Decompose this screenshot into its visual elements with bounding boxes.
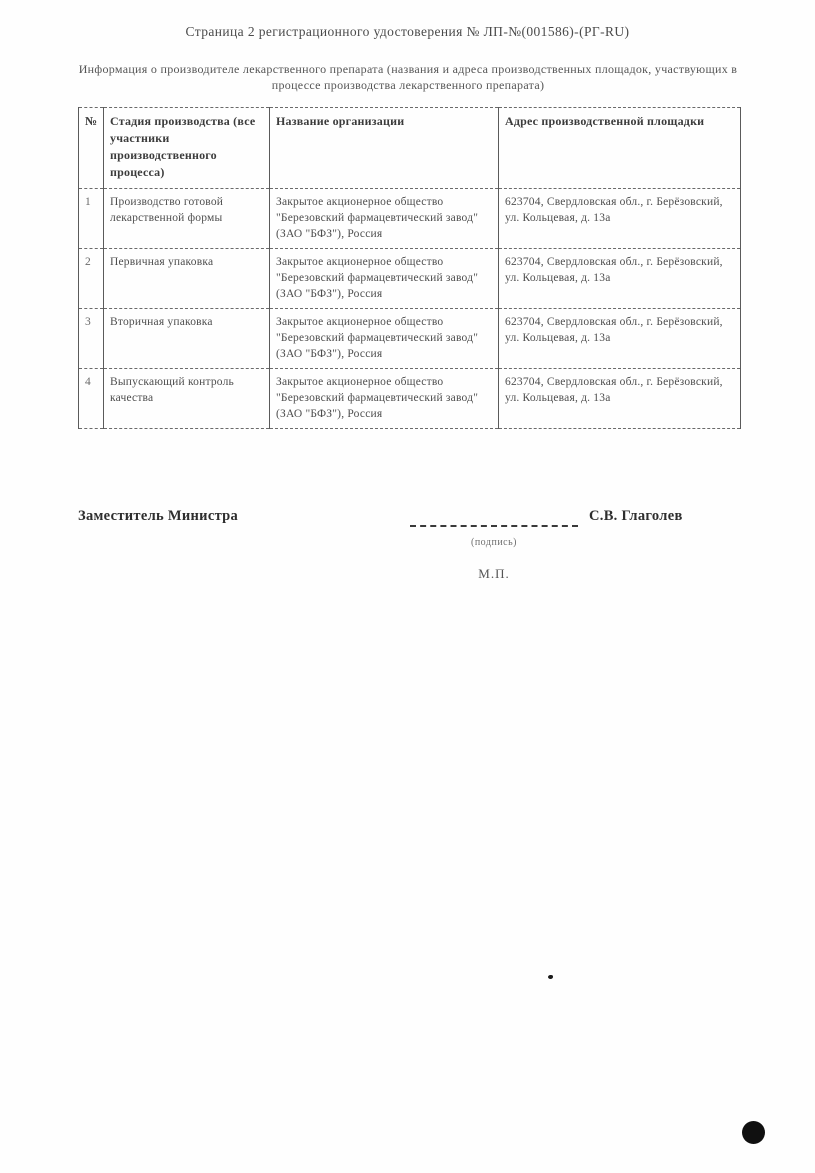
row-address: 623704, Свердловская обл., г. Берёзовский, ул. Кольцевая, д. 13а — [499, 369, 741, 429]
row-number: 2 — [79, 249, 104, 309]
page-subtitle: Информация о производителе лекарственного препарата (названия и адреса производственных площадок, участвующих в процессе производства лекарственного препарата) — [78, 62, 738, 92]
column-header-address: Адрес производственной площадки — [499, 108, 741, 189]
row-organization: Закрытое акционерное общество "Березовский фармацевтический завод" (ЗАО "БФЗ"), Россия — [270, 369, 499, 429]
row-address: 623704, Свердловская обл., г. Берёзовский, ул. Кольцевая, д. 13а — [499, 189, 741, 249]
seal-placeholder: М.П. — [478, 566, 510, 581]
column-header-organization: Название организации — [270, 108, 499, 189]
table-row — [79, 189, 741, 249]
table-row — [79, 309, 741, 369]
table-row — [79, 369, 741, 429]
row-organization: Закрытое акционерное общество "Березовский фармацевтический завод" (ЗАО "БФЗ"), Россия — [270, 309, 499, 369]
manufacturers-table — [78, 107, 741, 429]
row-stage: Вторичная упаковка — [104, 309, 270, 369]
signatory-position-title: Заместитель Министра — [78, 508, 239, 524]
signatory-name: С.В. Глаголев — [589, 508, 683, 524]
row-number: 4 — [79, 369, 104, 429]
row-number: 3 — [79, 309, 104, 369]
table-row — [79, 249, 741, 309]
column-header-stage: Стадия производства (все участники производственного процесса) — [104, 108, 270, 189]
table-header — [79, 108, 741, 189]
row-stage: Первичная упаковка — [104, 249, 270, 309]
table-header-row — [79, 108, 741, 189]
row-address: 623704, Свердловская обл., г. Берёзовский, ул. Кольцевая, д. 13а — [499, 309, 741, 369]
row-stage: Производство готовой лекарственной формы — [104, 189, 270, 249]
column-header-number: № — [79, 108, 104, 189]
signature-line — [410, 510, 578, 527]
hole-punch-mark — [742, 1121, 765, 1144]
row-organization: Закрытое акционерное общество "Березовский фармацевтический завод" (ЗАО "БФЗ"), Россия — [270, 249, 499, 309]
page-title: Страница 2 регистрационного удостоверения № ЛП-№(001586)-(РГ-RU) — [185, 24, 630, 39]
row-organization: Закрытое акционерное общество "Березовский фармацевтический завод" (ЗАО "БФЗ"), Россия — [270, 189, 499, 249]
row-stage: Выпускающий контроль качества — [104, 369, 270, 429]
signature-caption: (подпись) — [470, 537, 517, 548]
scan-speck-artifact — [548, 975, 553, 979]
row-number: 1 — [79, 189, 104, 249]
table-body — [79, 189, 741, 429]
row-address: 623704, Свердловская обл., г. Берёзовский, ул. Кольцевая, д. 13а — [499, 249, 741, 309]
